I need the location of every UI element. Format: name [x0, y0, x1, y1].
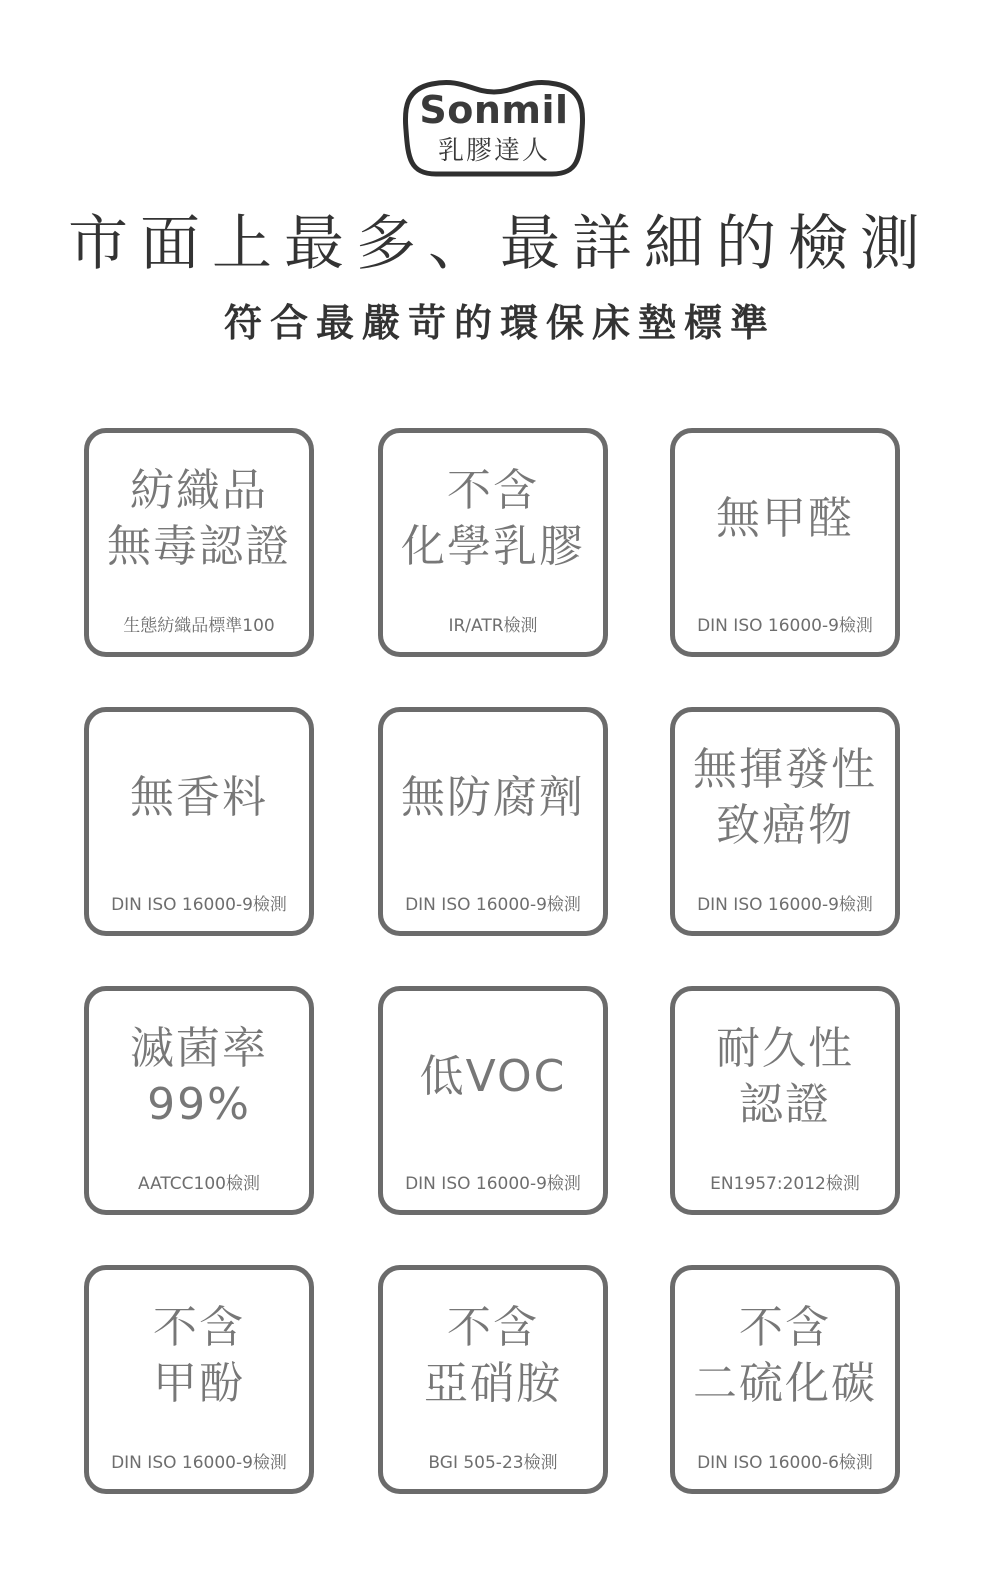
- card-title-line: 不含: [447, 465, 539, 516]
- card-title: [383, 991, 603, 1163]
- certification-card: [378, 1265, 608, 1494]
- card-test-standard: 生態紡織品標準100: [123, 616, 275, 636]
- card-title-line: 不含: [153, 1302, 245, 1353]
- card-test-standard: DIN ISO 16000-9檢測: [111, 895, 287, 915]
- card-title: [89, 991, 309, 1163]
- card-title: [675, 712, 895, 884]
- certification-card: [378, 986, 608, 1215]
- card-title: [383, 712, 603, 884]
- card-title-line: 無毒認證: [107, 521, 291, 572]
- card-title-line: 耐久性: [716, 1023, 854, 1074]
- card-title: [675, 433, 895, 605]
- certification-card: [84, 1265, 314, 1494]
- card-test-standard: BGI 505-23檢測: [428, 1453, 558, 1473]
- card-title-line: 化學乳膠: [401, 521, 585, 572]
- certification-card: [378, 707, 608, 936]
- certification-card: [84, 428, 314, 657]
- card-test-standard: EN1957:2012檢測: [710, 1174, 860, 1194]
- card-title-line: 致癌物: [716, 800, 854, 851]
- certification-card: [378, 428, 608, 657]
- card-title-line: 無揮發性: [693, 744, 877, 795]
- page-subheadline: 符合最嚴苛的環保床墊標準: [223, 301, 776, 345]
- card-title-line: 不含: [447, 1302, 539, 1353]
- brand-logo: [402, 78, 586, 180]
- card-title-line: 無防腐劑: [401, 772, 585, 823]
- card-title: [383, 433, 603, 605]
- card-test-standard: IR/ATR檢測: [448, 616, 538, 636]
- card-title: [675, 1270, 895, 1442]
- card-title-line: 亞硝胺: [424, 1358, 562, 1409]
- card-title-line: 低VOC: [419, 1051, 567, 1102]
- card-title: [89, 712, 309, 884]
- card-test-standard: DIN ISO 16000-9檢測: [697, 895, 873, 915]
- card-test-standard: DIN ISO 16000-9檢測: [697, 616, 873, 636]
- logo-brand-chinese: 乳膠達人: [437, 136, 550, 166]
- logo-brand-name: Sonmil: [419, 88, 569, 132]
- card-title-line: 滅菌率: [130, 1023, 268, 1074]
- card-test-standard: DIN ISO 16000-9檢測: [405, 895, 581, 915]
- page-headline: 市面上最多、最詳細的檢測: [68, 209, 932, 279]
- certification-card: [670, 986, 900, 1215]
- card-test-standard: DIN ISO 16000-9檢測: [111, 1453, 287, 1473]
- card-test-standard: AATCC100檢測: [138, 1174, 260, 1194]
- certification-card: [84, 707, 314, 936]
- certification-card: [670, 707, 900, 936]
- certification-card: [670, 1265, 900, 1494]
- card-title-line: 不含: [739, 1302, 831, 1353]
- certification-card: [84, 986, 314, 1215]
- card-title-line: 99%: [147, 1079, 251, 1130]
- card-title-line: 紡織品: [130, 465, 268, 516]
- card-test-standard: DIN ISO 16000-6檢測: [697, 1453, 873, 1473]
- card-title-line: 無甲醛: [716, 493, 854, 544]
- card-title-line: 甲酚: [153, 1358, 245, 1409]
- card-title: [89, 1270, 309, 1442]
- card-title: [383, 1270, 603, 1442]
- card-test-standard: DIN ISO 16000-9檢測: [405, 1174, 581, 1194]
- certification-card: [670, 428, 900, 657]
- card-title: [89, 433, 309, 605]
- card-title-line: 無香料: [130, 772, 268, 823]
- card-title-line: 二硫化碳: [693, 1358, 877, 1409]
- card-title: [675, 991, 895, 1163]
- card-title-line: 認證: [739, 1079, 831, 1130]
